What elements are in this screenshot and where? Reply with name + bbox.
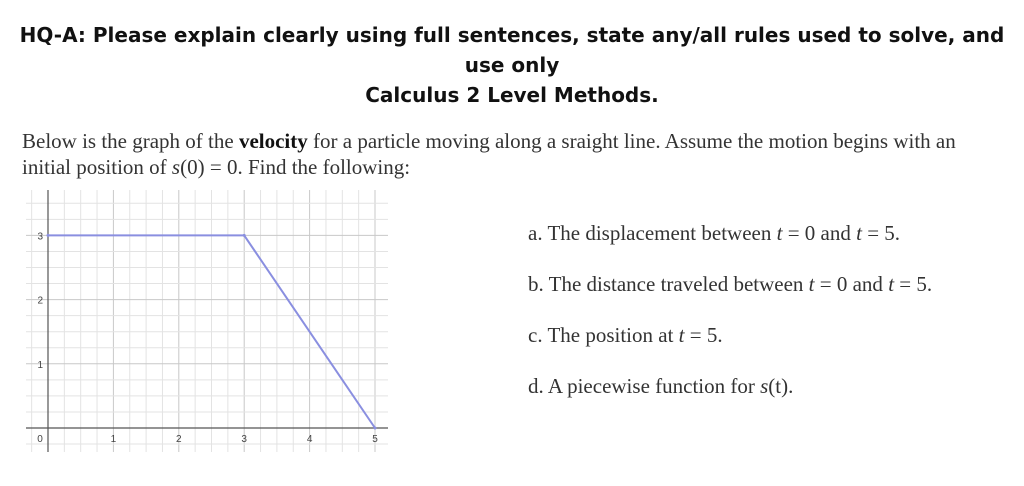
y-tick-label: 1 [37, 359, 43, 371]
x-tick-label: 0 [37, 434, 43, 445]
y-tick-label: 2 [37, 295, 43, 307]
x-tick-label: 5 [372, 434, 378, 445]
velocity-graph [22, 186, 392, 456]
question-b-suffix: = 5. [894, 272, 933, 296]
question-d-suffix: (t). [768, 374, 794, 398]
question-a-suffix: = 5. [861, 221, 901, 245]
header-line-2: Calculus 2 Level Methods. [365, 83, 659, 107]
y-tick-label: 3 [37, 231, 43, 243]
question-d [528, 374, 793, 399]
question-a [528, 221, 900, 246]
question-a-var2: t [856, 221, 862, 245]
question-a-prefix: a. The displacement between [528, 221, 777, 245]
x-tick-label: 2 [176, 434, 182, 445]
question-b-var2: t [888, 272, 895, 296]
question-d-var1: s [760, 374, 769, 398]
question-b-mid: = 0 and [814, 272, 889, 296]
x-tick-label: 1 [110, 434, 117, 445]
velocity-point [374, 427, 377, 430]
question-b-var1: t [808, 272, 815, 296]
question-d-prefix: d. A piecewise function for [528, 374, 761, 398]
intro-math-s: s [171, 155, 181, 179]
x-tick-label: 4 [306, 434, 313, 445]
question-a-mid: = 0 and [782, 221, 857, 245]
problem-statement [22, 128, 1007, 180]
velocity-point [47, 234, 50, 237]
velocity-point [243, 234, 246, 237]
x-tick-label: 3 [241, 434, 247, 445]
question-b-prefix: b. The distance traveled between [528, 272, 809, 296]
question-b [528, 272, 932, 297]
intro-text-2: for a particle moving along a sraight line. Assume the motion begins with an initial position of [22, 129, 956, 179]
header-line-1: HQ-A: Please explain clearly using full sentences, state any/all rules used to solve, and use only [19, 23, 1005, 77]
question-a-var1: t [776, 221, 783, 245]
intro-text-1: Below is the graph of the [22, 129, 239, 153]
question-c-var1: t [678, 323, 685, 347]
intro-bold-velocity: velocity [238, 129, 308, 153]
question-c-suffix: = 5. [684, 323, 723, 347]
question-c [528, 323, 723, 348]
assignment-header [0, 20, 1024, 110]
question-c-prefix: c. The position at [528, 323, 679, 347]
intro-text-3: (0) = 0. Find the following: [180, 155, 411, 179]
